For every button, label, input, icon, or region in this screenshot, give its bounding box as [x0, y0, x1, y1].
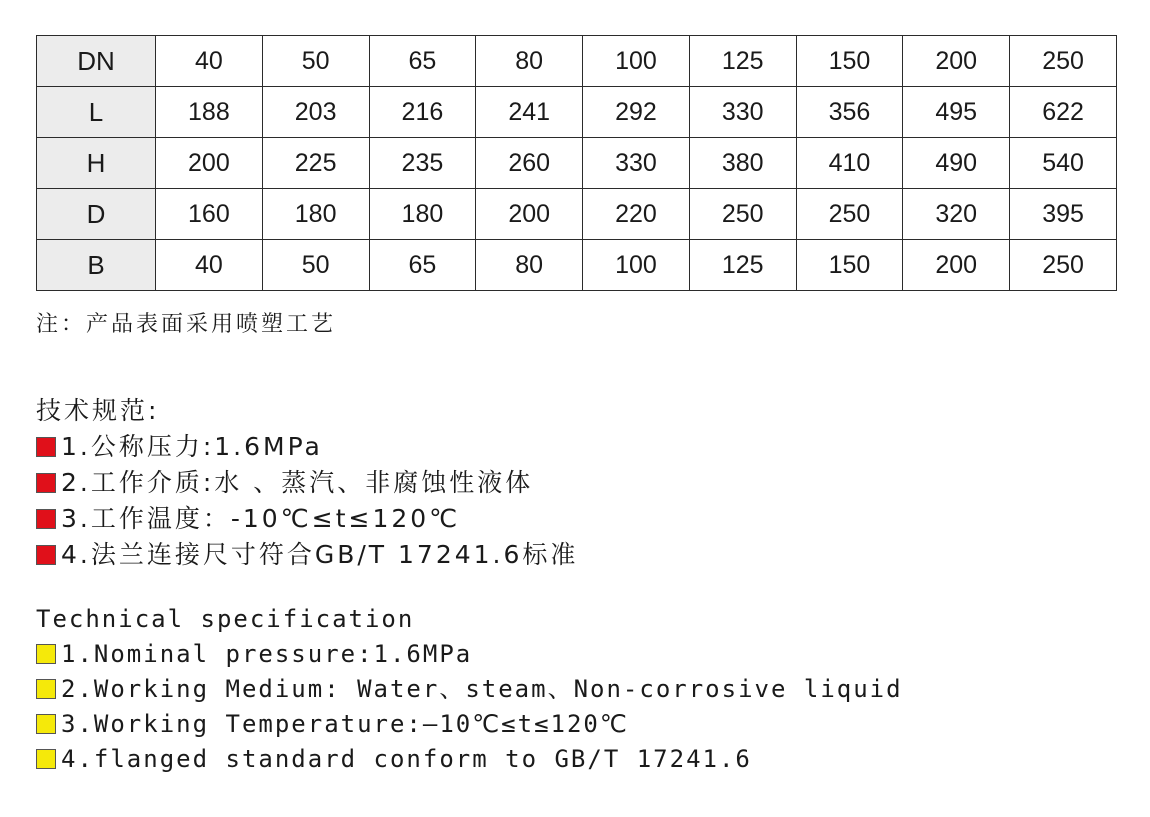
table-cell: 65 — [369, 36, 476, 87]
table-cell: 65 — [369, 240, 476, 291]
table-cell: 150 — [796, 36, 903, 87]
table-cell: 125 — [689, 36, 796, 87]
table-cell: 250 — [1010, 240, 1117, 291]
row-header: H — [37, 138, 156, 189]
table-cell: 160 — [156, 189, 263, 240]
dimension-table — [36, 35, 1117, 291]
table-cell: 200 — [476, 189, 583, 240]
table-cell: 260 — [476, 138, 583, 189]
table-cell: 250 — [1010, 36, 1117, 87]
table-cell: 250 — [796, 189, 903, 240]
red-square-icon — [36, 473, 56, 493]
en-spec-title: Technical specification — [36, 605, 415, 633]
en-spec-item: 2.Working Medium: Water、steam、Non-corrosive liquid — [36, 672, 903, 707]
table-cell: 80 — [476, 240, 583, 291]
table-cell: 200 — [156, 138, 263, 189]
table-cell: 100 — [583, 36, 690, 87]
table-cell: 100 — [583, 240, 690, 291]
table-cell: 203 — [262, 87, 369, 138]
yellow-square-icon — [36, 644, 56, 664]
en-spec-item: 1.Nominal pressure:1.6MPa — [36, 637, 903, 672]
yellow-square-icon — [36, 679, 56, 699]
table-cell: 216 — [369, 87, 476, 138]
table-cell: 250 — [689, 189, 796, 240]
en-spec-item: 3.Working Temperature:—10℃≤t≤120℃ — [36, 707, 903, 742]
table-cell: 380 — [689, 138, 796, 189]
table-row — [37, 240, 1117, 291]
cn-spec-item: 4.法兰连接尺寸符合GB/T 17241.6标准 — [36, 537, 578, 573]
yellow-square-icon — [36, 714, 56, 734]
table-row — [37, 138, 1117, 189]
table-cell: 495 — [903, 87, 1010, 138]
table-cell: 292 — [583, 87, 690, 138]
table-cell: 200 — [903, 36, 1010, 87]
en-spec-section — [36, 602, 903, 777]
table-cell: 540 — [1010, 138, 1117, 189]
en-spec-item: 4.flanged standard conform to GB/T 17241.6 — [36, 742, 903, 777]
cn-spec-item: 1.公称压力:1.6MPa — [36, 429, 578, 465]
table-cell: 395 — [1010, 189, 1117, 240]
row-header: B — [37, 240, 156, 291]
table-cell: 410 — [796, 138, 903, 189]
red-square-icon — [36, 509, 56, 529]
table-cell: 235 — [369, 138, 476, 189]
table-row — [37, 87, 1117, 138]
table-cell: 356 — [796, 87, 903, 138]
table-row — [37, 36, 1117, 87]
table-cell: 241 — [476, 87, 583, 138]
row-header: L — [37, 87, 156, 138]
table-cell: 188 — [156, 87, 263, 138]
table-cell: 40 — [156, 240, 263, 291]
table-cell: 150 — [796, 240, 903, 291]
table-cell: 490 — [903, 138, 1010, 189]
table-cell: 80 — [476, 36, 583, 87]
table-cell: 50 — [262, 240, 369, 291]
table-row — [37, 189, 1117, 240]
row-header: DN — [37, 36, 156, 87]
row-header: D — [37, 189, 156, 240]
red-square-icon — [36, 437, 56, 457]
table-cell: 320 — [903, 189, 1010, 240]
note-text: 注：产品表面采用喷塑工艺 — [36, 312, 337, 337]
table-cell: 220 — [583, 189, 690, 240]
table-cell: 225 — [262, 138, 369, 189]
table-cell: 180 — [369, 189, 476, 240]
table-cell: 200 — [903, 240, 1010, 291]
table-cell: 50 — [262, 36, 369, 87]
table-cell: 125 — [689, 240, 796, 291]
cn-spec-title: 技术规范: — [36, 396, 160, 425]
yellow-square-icon — [36, 749, 56, 769]
red-square-icon — [36, 545, 56, 565]
cn-spec-item: 2.工作介质:水 、蒸汽、非腐蚀性液体 — [36, 465, 578, 501]
table-cell: 180 — [262, 189, 369, 240]
table-cell: 330 — [583, 138, 690, 189]
cn-spec-section — [36, 393, 578, 573]
table-cell: 330 — [689, 87, 796, 138]
cn-spec-item: 3.工作温度：-10℃≤t≤120℃ — [36, 501, 578, 537]
table-cell: 40 — [156, 36, 263, 87]
table-cell: 622 — [1010, 87, 1117, 138]
